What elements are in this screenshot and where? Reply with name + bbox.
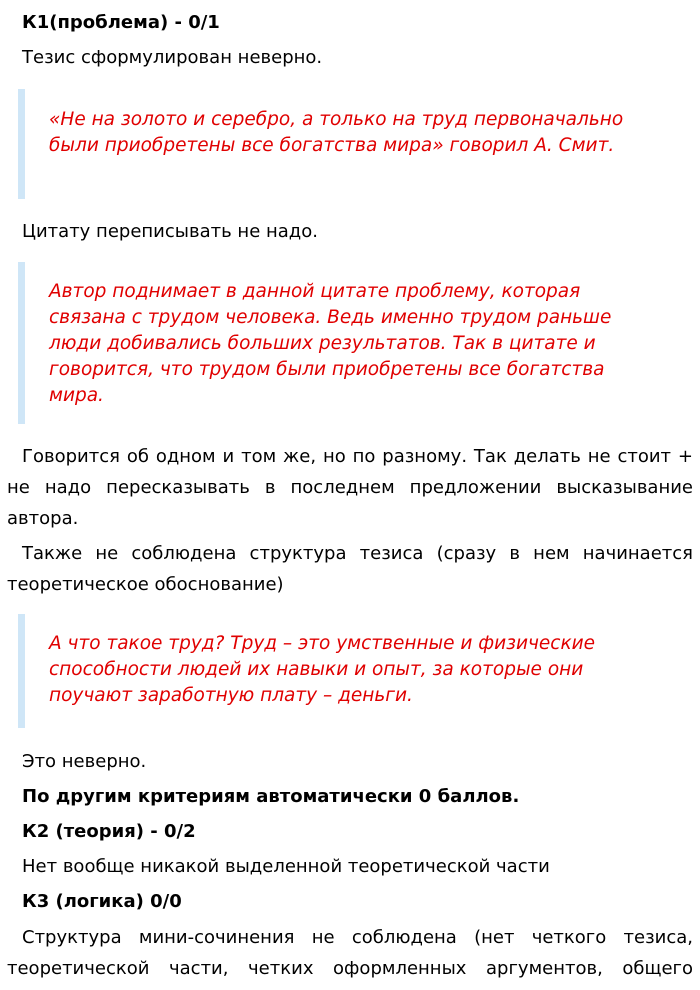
comment-same-meaning: Говорится об одном и том же, но по разному. Так делать не стоит + не надо пересказывать в последнем предложении высказывание автора. [7, 446, 693, 529]
k2-comment: Нет вообще никакой выделенной теоретической части [22, 856, 550, 877]
quote-block-3 [18, 614, 678, 728]
quote-block-1 [18, 89, 678, 199]
quote-text-3: А что такое труд? Труд – это умственные и физические способности людей их навыки и опыт, за которые они поучают заработную плату – деньги. [49, 633, 596, 706]
quote-text-2: Автор поднимает в данной цитате проблему, которая связана с трудом человека. Ведь именно трудом раньше люди добивались больших результатов. Так в цитате и говорится, что трудом были приобретены все богатства мира. [49, 281, 612, 406]
quote-block-2 [18, 262, 678, 424]
k1-heading: К1(проблема) - 0/1 [22, 12, 220, 33]
quote-comment: Цитату переписывать не надо. [22, 221, 318, 242]
k3-comment: Структура мини-сочинения не соблюдена (нет четкого тезиса, теоретической части, четких оформленных аргументов, общего [7, 927, 693, 979]
k3-heading: К3 (логика) 0/0 [22, 891, 182, 912]
comment-wrong: Это неверно. [22, 751, 147, 772]
k1-thesis-comment: Тезис сформулирован неверно. [22, 47, 323, 68]
quote-text-1: «Не на золото и серебро, а только на труд первоначально были приобретены все богатства мира» говорил А. Смит. [49, 109, 624, 156]
other-criteria-note: По другим критериям автоматически 0 баллов. [22, 786, 520, 807]
k2-heading: К2 (теория) - 0/2 [22, 821, 196, 842]
comment-structure: Также не соблюдена структура тезиса (сразу в нем начинается теоретическое обоснование) [7, 543, 693, 595]
